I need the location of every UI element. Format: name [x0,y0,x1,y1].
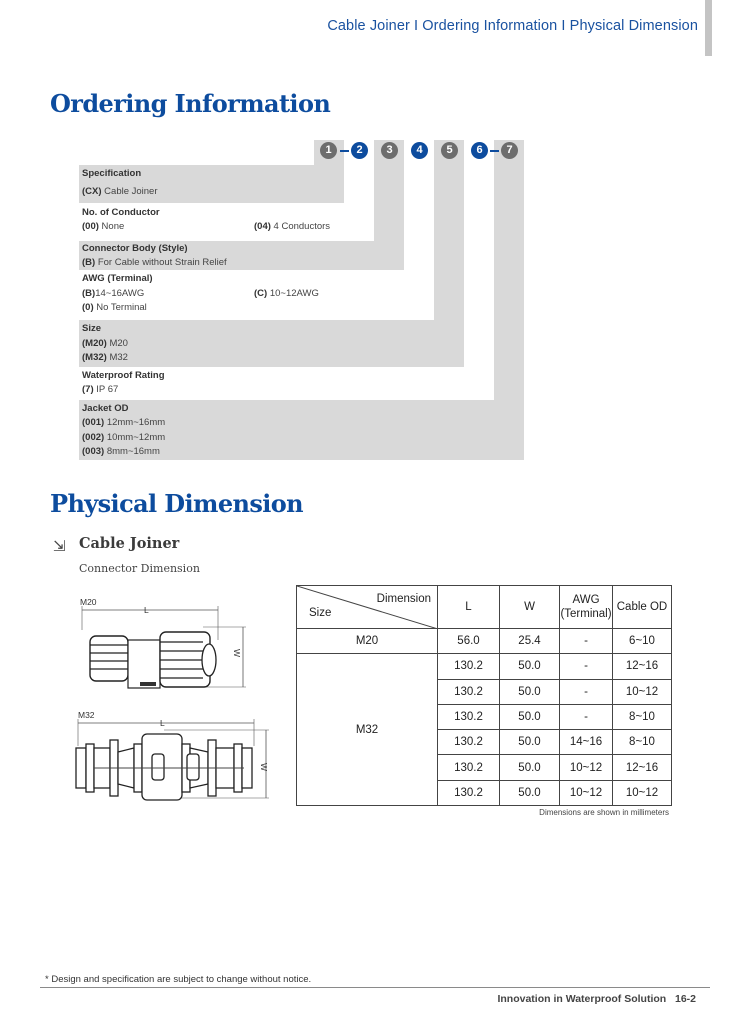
conductor-block [79,203,374,241]
table-header-row [297,586,672,629]
badge-7: 7 [501,142,518,159]
conductor-title: No. of Conductor [82,207,160,218]
spec-option: (CX) Cable Joiner [82,186,158,197]
page-number: 16-2 [674,993,696,1005]
table-row: 130.2 50.0 - 10~12 [297,679,672,704]
table-row: 130.2 50.0 - 8~10 [297,704,672,729]
waterproof-option: (7) IP 67 [82,384,119,395]
size-option: (M20) M20 [82,338,128,349]
footer-divider [40,987,710,988]
header-l: L [438,586,500,629]
header-cable-od: Cable OD [613,586,672,629]
footer-tagline: Innovation in Waterproof Solution 16-2 [497,993,696,1005]
badge-5: 5 [441,142,458,159]
conductor-option: (00) None [82,221,125,232]
badge-dash [340,150,349,152]
badge-6: 6 [471,142,488,159]
m32-dim-w: W [259,762,270,772]
badge-dash [490,150,499,152]
jacket-option: (003) 8mm~16mm [82,446,160,457]
ordering-title: Ordering Information [50,89,331,118]
badge-1: 1 [320,142,337,159]
jacket-option: (002) 10mm~12mm [82,432,166,443]
conductor-option: (04) 4 Conductors [254,221,331,232]
awg-title: AWG (Terminal) [82,273,153,284]
table-row: M20 56.0 25.4 - 6~10 [297,629,672,654]
jacket-option: (001) 12mm~16mm [82,417,166,428]
physical-title: Physical Dimension [50,489,304,518]
units-note: Dimensions are shown in millimeters [539,808,669,817]
table-row: 130.2 50.0 10~12 10~12 [297,780,672,805]
m20-drawing [78,605,248,690]
awg-option: (0) No Terminal [82,302,147,313]
table-row: 130.2 50.0 14~16 8~10 [297,730,672,755]
footnote: * Design and specification are subject to change without notice. [45,974,312,985]
awg-option: (B)14~16AWG [82,288,145,299]
size-option: (M32) M32 [82,352,128,363]
body-option: (B) For Cable without Strain Relief [82,257,227,268]
m32-label: M32 [78,710,95,720]
size-block [79,320,464,367]
badge-4: 4 [411,142,428,159]
body-title: Connector Body (Style) [82,243,188,254]
table-row: M32 130.2 50.0 - 12~16 [297,654,672,679]
corner-arrow-icon: ⇲ [53,538,66,555]
header-size-dimension: Dimension Size [297,586,438,629]
m32-dim-l: L [160,718,165,728]
table-row: 130.2 50.0 10~12 12~16 [297,755,672,780]
jacket-block [79,400,524,460]
dimension-table [296,585,672,806]
m20-label: M20 [80,597,97,607]
size-title: Size [82,323,102,334]
spec-title: Specification [82,168,142,179]
spec-block [79,165,344,203]
m20-dim-w: W [232,648,243,658]
header-breadcrumb: Cable Joiner I Ordering Information I Physical Dimension [327,18,698,34]
badge-2: 2 [351,142,368,159]
waterproof-title: Waterproof Rating [82,370,165,381]
waterproof-block [79,367,494,400]
header-tab-marker [705,0,712,56]
header-awg: AWG (Terminal) [560,586,613,629]
jacket-title: Jacket OD [82,403,129,414]
subsection-title: Cable Joiner [79,535,180,552]
body-block [79,241,404,270]
awg-block [79,270,434,320]
m32-drawing [74,718,274,803]
badge-3: 3 [381,142,398,159]
header-w: W [500,586,560,629]
awg-option: (C) 10~12AWG [254,288,319,299]
m20-dim-l: L [144,605,149,615]
subsection-description: Connector Dimension [79,562,200,575]
